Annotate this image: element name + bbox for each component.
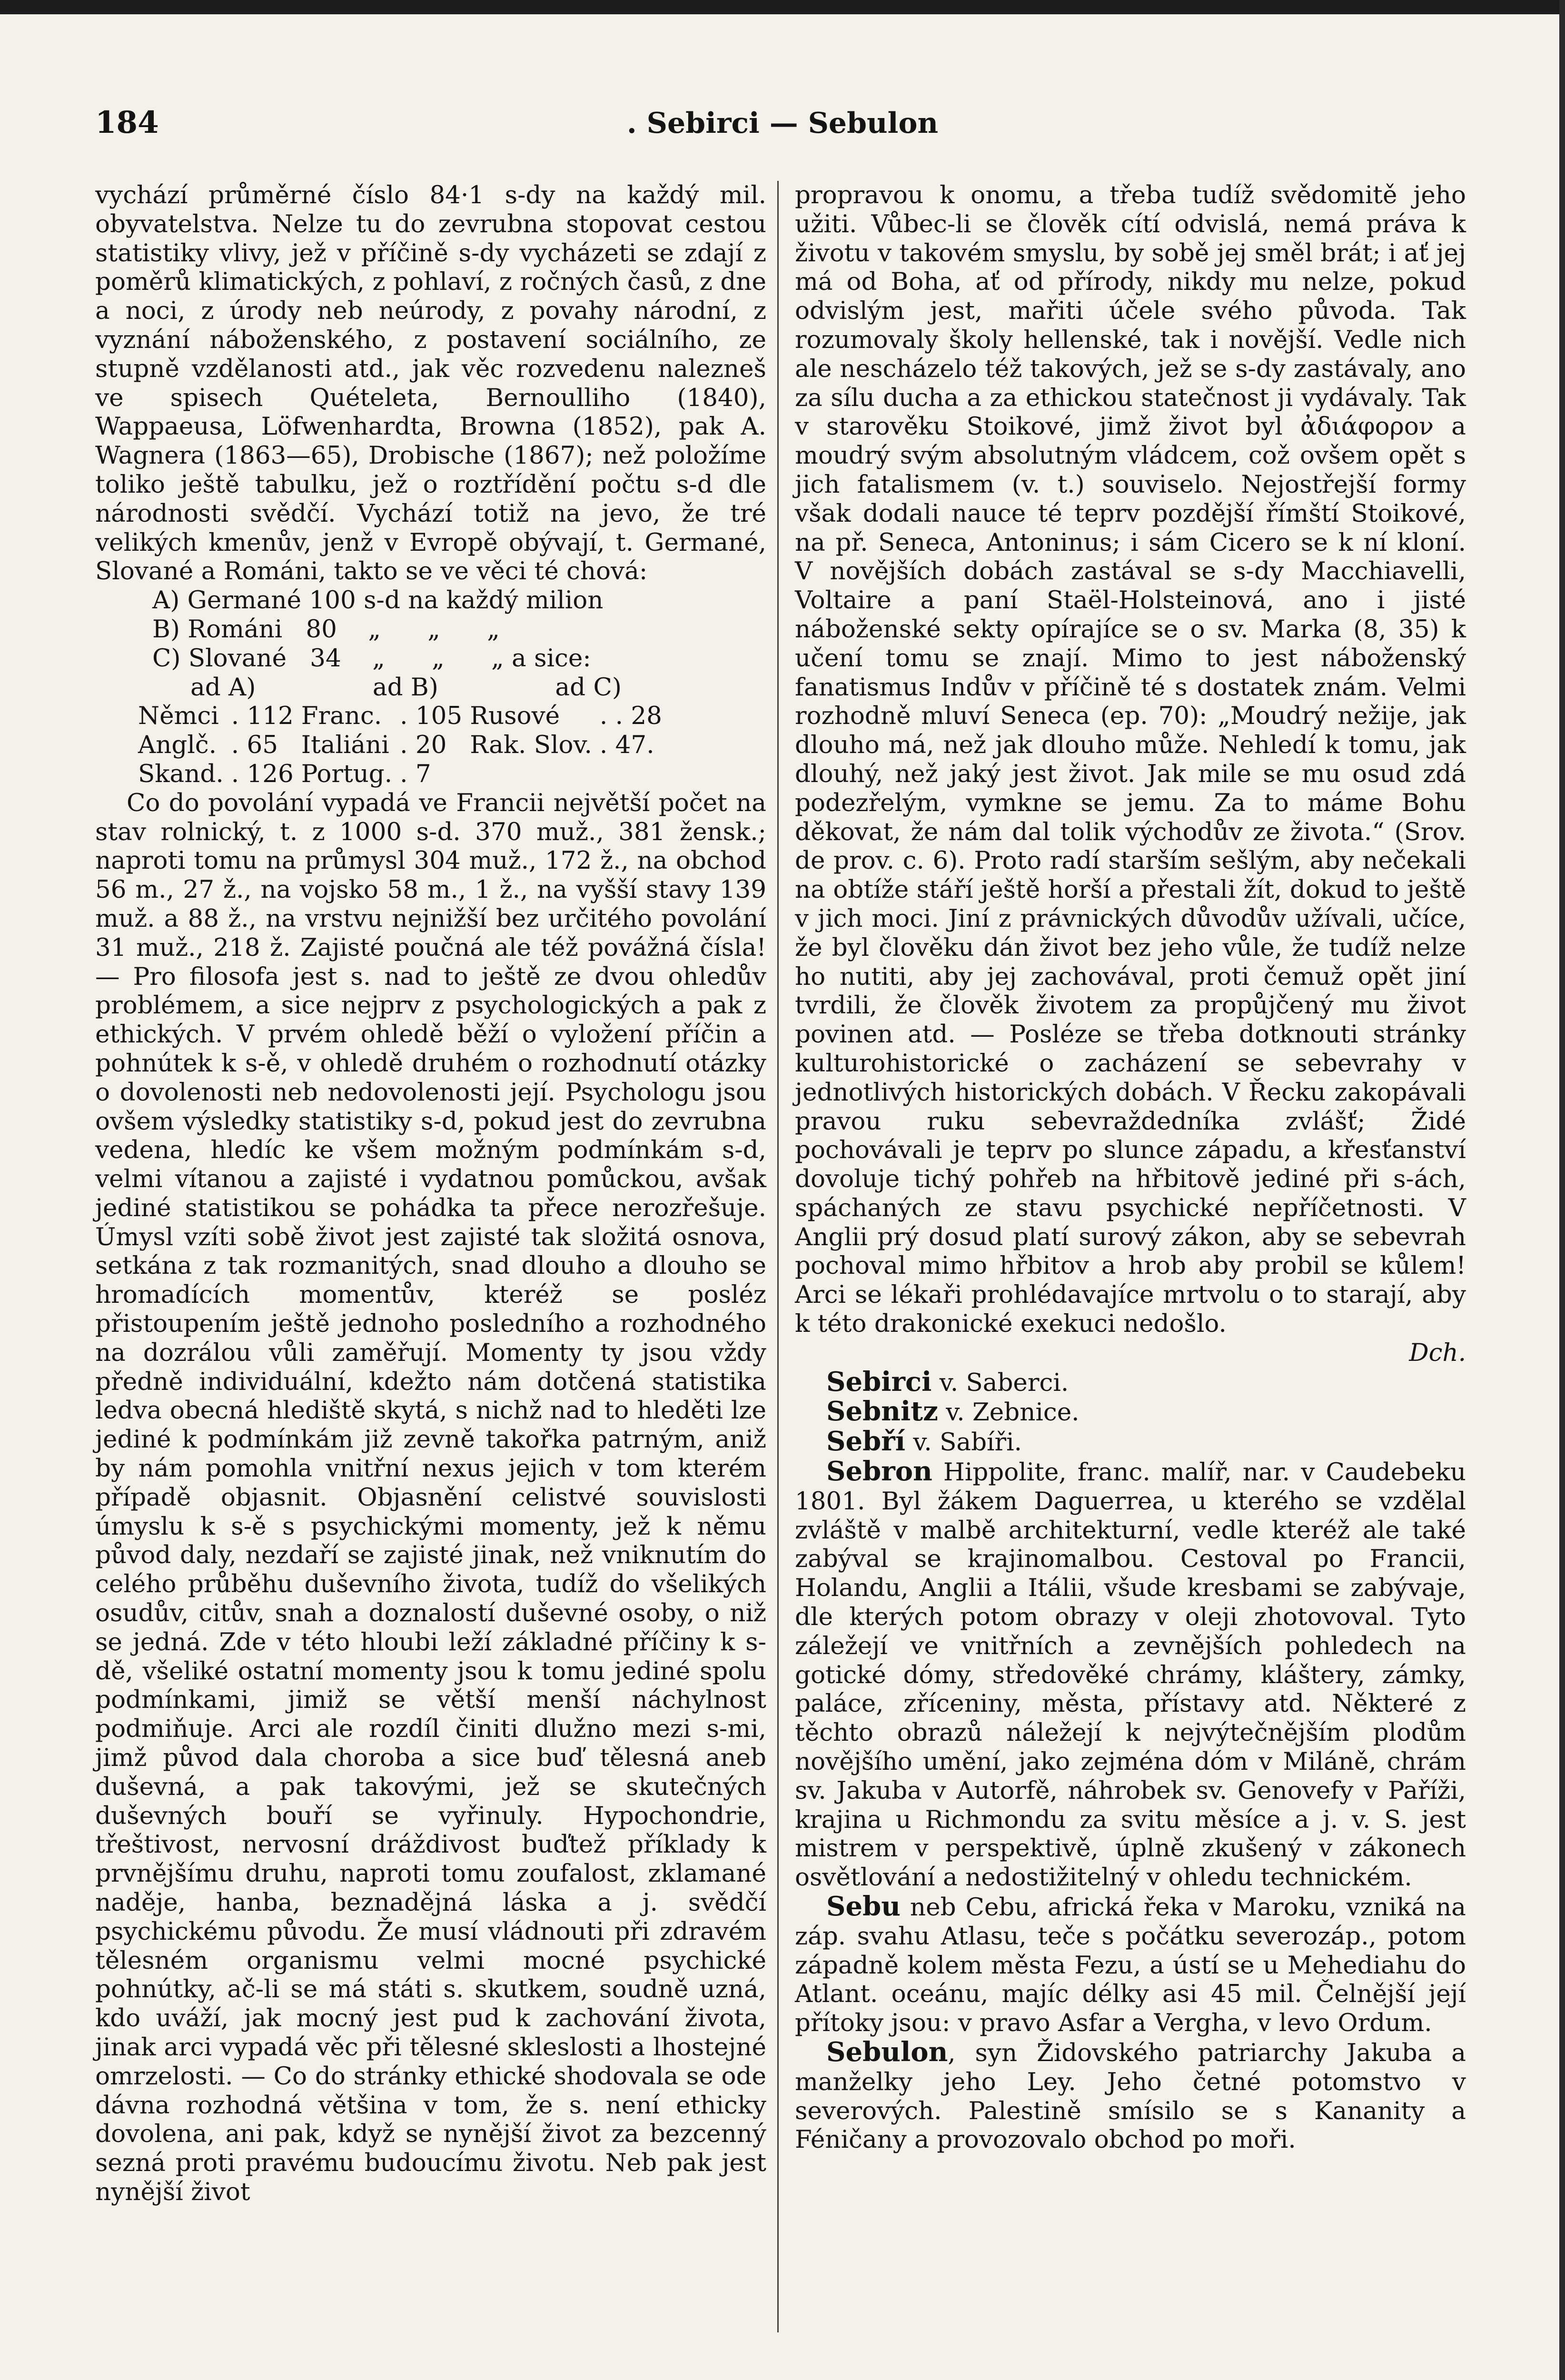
entry-text: v. Sabíři.	[905, 1428, 1022, 1457]
cell-c-name	[470, 760, 600, 789]
cell-c-value: . 47.	[599, 731, 654, 760]
author-signature: Dch.	[1409, 1338, 1466, 1367]
headword: Sebu	[826, 1891, 901, 1923]
entry-text: neb Cebu, africká řeka v Maroku, vzniká na záp. svahu Atlasu, teče s počátku severozáp., potom západně kolem města Fezu, a ústí se u Mehediahu do Atlant. oceánu, majíc délky asi 45 mil. Čelnější její přítoky jsou: v pravo Asfar a Vergha, v levo Ordum.	[795, 1893, 1466, 2038]
entry-text: v. Saberci.	[931, 1368, 1069, 1397]
cell-b-name: Franc.	[301, 702, 382, 731]
page-number: 184	[95, 105, 159, 140]
entry-text: Hippolite, franc. malíř, nar. v Caudebeku 1801. Byl žákem Daguerrea, u kterého se vzdělal zvláště v malbě architekturní, vedle kteréž ale také zabýval se krajinomalbou. Cestoval po Francii, Holandu, Anglii a Itálii, všude kresbami se zabývaje, dle kterých potom obrazy v oleji zhotovoval. Tyto záležejí ve vnitřních a zevnějších pohledech na gotické dómy, středověké chrámy, kláštery, zámky, paláce, zříceniny, města, přístavy atd. Některé z těchto obrazů náležejí k nejvýtečnějším plodům novějšího umění, jako zejména dóm v Miláně, chrám sv. Jakuba v Autorfě, náhrobek sv. Genovefy v Paříži, krajina u Richmondu za svitu měsíce a j. v. S. jest mistrem v perspektivě, úplně zkušený v zákonech osvětlování a nedostižitelný v ohledu technickém.	[795, 1458, 1466, 1892]
headword: Sebulon	[826, 2036, 948, 2068]
table-row	[138, 760, 670, 789]
scan-top-edge	[0, 0, 1565, 14]
entry-sebnitz	[795, 1397, 1466, 1427]
right-column	[795, 181, 1466, 2154]
comparison-germans: A) Germané 100 s-d na každý milion	[152, 586, 604, 615]
column-divider	[777, 181, 779, 2332]
paragraph-statistics: vychází průměrné číslo 84·1 s-dy na každý mil. obyvatelstva. Nelze tu do zevrubna stopovat cestou statistiky vlivy, jež v příčině s-dy vycházeti se zdají z poměrů klimatických, z pohlaví, z ročných časů, z dne a noci, z úrody neb neúrody, z povahy národní, z vyznání náboženského, z postavení sociálního, ze stupně vzdělanosti atd., jak věc rozvedenu nalezneš ve spisech Quételeta, Bernoulliho (1840), Wappaeusa, Löfwenhardta, Browna (1852), pak A. Wagnera (1863—65), Drobische (1867); než položíme toliko ještě tabulku, jež o roztřídění počtu s-d dle národnosti svědčí. Vychází totiž na jevo, že tré velikých kmenův, jenž v Evropě obývají, t. Germané, Slované a Románi, takto se ve věci té chová:	[95, 181, 766, 586]
nation-comparison	[95, 586, 766, 702]
left-column	[95, 181, 766, 2207]
comparison-romans: B) Románi 80 „ „ „	[152, 615, 500, 644]
cell-c-value: . . 28	[599, 702, 662, 731]
scan-right-edge	[1559, 0, 1565, 2380]
headword: Sebnitz	[826, 1396, 938, 1428]
entry-sebu	[795, 1892, 1466, 2038]
cell-a-value: . 126	[231, 759, 294, 788]
cell-b-value: . 105	[400, 702, 463, 731]
cell-b-value: . 7	[400, 759, 431, 788]
table-row	[138, 702, 670, 731]
page-header	[95, 105, 1470, 152]
entry-sebri	[795, 1427, 1466, 1457]
cell-b-name: Portug.	[301, 759, 393, 788]
cell-c-name: Rusové	[470, 702, 560, 731]
cell-a-name: Anglč.	[138, 731, 217, 760]
entry-text: , syn Židovského patriarchy Jakuba a manželky jeho Ley. Jeho četné potomstvo v severových. Palestině smísilo se s Kananity a Féničany a provozovalo obchod po moři.	[795, 2039, 1466, 2154]
headword: Sebron	[826, 1456, 932, 1488]
stats-table	[138, 702, 670, 788]
cell-a-value: . 65	[231, 731, 278, 760]
paragraph-occupation-ethics: Co do povolání vypadá ve Francii největší počet na stav rolnický, t. z 1000 s-d. 370 muž., 381 žensk.; naproti tomu na průmysl 304 muž., 172 ž., na obchod 56 m., 27 ž., na vojsko 58 m., 1 ž., na vyšší stavy 139 muž. a 88 ž., na vrstvu nejnižší bez určitého povolání 31 muž., 218 ž. Zajisté poučná ale též povážná čísla! — Pro filosofa jest s. nad to ještě ze dvou ohledův problémem, a sice nejprv z psychologických a pak z ethických. V prvém ohledě běží o vyložení příčin a pohnútek k s-ě, v ohledě druhém o rozhodnutí otázky o dovolenosti neb nedovolenosti její. Psychologu jsou ovšem výsledky statistiky s-d, pokud jest do zevrubna vedena, hledíc ke všem možným podmínkám s-d, velmi vítanou a zajisté i vydatnou pomůckou, avšak jediné statistikou se pohádka ta přece nerozřešuje. Úmysl vzíti sobě život jest zajisté tak složitá osnova, setkána z tak rozmanitých, snad dlouho a dlouho se hromadících momentův, kteréž se posléz přistoupením ještě jednoho posledního a rozhodného na dozrálou vůli zaměřují. Momenty ty jsou vždy předně individuální, kdežto nám dotčená statistika ledva obecná hlediště skytá, s nichž nad to hleděti lze jediné k podmínkám již zevně takořka patrným, aniž by nám pomohla vnitřní nexus jejich v tom kterém případě objasnit. Objasnění celistvé souvislosti úmyslu k s-ě s psychickými momenty, jež k němu původ daly, nezdaří se zajisté jinak, než vniknutím do celého průběhu duševního života, tudíž do všelikých osudův, citův, snah a doznalostí duševné osoby, o niž se jedná. Zde v této hloubi leží základné příčiny k s-dě, všeliké ostatní momenty jsou k tomu jediné spolu podmínkami, jimiž se větší menší náchylnost podmiňuje. Arci ale rozdíl činiti dlužno mezi s-mi, jimž původ dala choroba a sice buď tělesná aneb duševná, a pak takovými, jež se skutečných duševných bouří se vyřinuly. Hypochondrie, třeštivost, nervosní dráždivost buďtež příklady k prvnějšímu druhu, naproti tomu zoufalost, zklamané naděje, hanba, beznadějná láska a j. svědčí psychickému původu. Že musí vládnouti při zdravém tělesném organismu velmi mocné psychické pohnútky, ač-li se má státi s. skutkem, soudně uzná, kdo uváží, jak mocný jest pud k zachování života, jinak arci vypadá věc při tělesné skleslosti a lhostejné omrzelosti. — Co do stránky ethické shodovala se ode dávna rozhodná většina v tom, že s. není ethicky dovolena, ani pak, když se nynější život za bezcenný sezná proti pravému budoucímu životu. Neb pak jest nynější život	[95, 788, 766, 2206]
cell-c-value	[600, 760, 670, 789]
running-title: . Sebirci — Sebulon	[626, 107, 939, 140]
table-row	[138, 731, 670, 760]
entry-sebirci	[795, 1368, 1466, 1398]
entry-sebulon	[795, 2038, 1466, 2154]
headword: Sebří	[826, 1426, 906, 1458]
cell-b-value: . 20	[400, 731, 447, 760]
comparison-slavs: C) Slované 34 „ „ „ a sice:	[152, 644, 591, 673]
comparison-headings: ad A) ad B) ad C)	[190, 673, 622, 702]
cell-c-name: Rak. Slov.	[470, 731, 592, 760]
cell-a-name: Němci	[138, 702, 219, 731]
headword: Sebirci	[826, 1366, 932, 1398]
entry-sebron	[795, 1457, 1466, 1892]
paragraph-continuation: propravou k onomu, a třeba tudíž svědomitě jeho užiti. Vůbec-li se člověk cítí odvislá, nemá práva k životu v takovém smyslu, by sobě jej směl brát; i ať jej má od Boha, ať od přírody, nikdy mu nelze, pokud odvislým jest, mařiti účele svého původa. Tak rozumovaly školy hellenské, tak i novější. Vedle nich ale nescházelo též takových, jež se s-dy zastávaly, ano za sílu ducha a za ethickou statečnost ji vydávaly. Tak v starověku Stoikové, jimž život byl ἀδιάφορον a moudrý svým absolutným vládcem, což ovšem opět s jich fatalismem (v. t.) souviselo. Nejostřejší formy však dodali nauce té teprv pozdější římští Stoikové, na př. Seneca, Antoninus; i sám Cicero se k ní kloní. V novějších dobách zastával se s-dy Macchiavelli, Voltaire a paní Staël-Holsteinová, ano i jisté náboženské sekty opírajíce se o sv. Marka (8, 35) k učení tomu se znají. Mimo to jest náboženský fanatismus Indův v příčině té s dostatek znám. Velmi rozhodně mluví Seneca (ep. 70): „Moudrý nežije, jak dlouho má, než jak dlouho může. Nehledí k tomu, jak dlouhý, než jaký jest život. Jak mile se mu osud zdá podezřelým, vymkne se jemu. Za to máme Bohu děkovat, že nám dal tolik východův ze života.“ (Srov. de prov. c. 6). Proto radí starším sešlým, aby nečekali na obtíže stáří ještě horší a přestali žít, dokud to ještě v jich moci. Jiní z právnických důvodův užívali, učíce, že byl člověku dán život bez jeho vůle, že tudíž nelze ho nutiti, aby jej zachovával, proti čemuž opět jiní tvrdili, že člověk životem za propůjčený mu život povinen atd. — Posléze se třeba dotknouti stránky kulturohistorické o zacházení se sebevrahy v jednotlivých historických dobách. V Řecku zakopávali pravou ruku sebevraždedníka zvlášť; Židé pochovávali je teprv po slunce západu, a křesťanství dovoluje tichý pohřeb na hřbitově jediné při s-ách, spáchaných ze stavu psychické nepříčetnosti. V Anglii prý dosud platí surový zákon, aby se sebevrah pochoval mimo hřbitov a hrob aby probil se kůlem! Arci se lékaři prohlédavajíce mrtvolu o to starají, aby k této drakonické exekuci nedošlo.	[795, 181, 1466, 1339]
entry-text: v. Zebnice.	[938, 1398, 1080, 1427]
cell-a-name: Skand.	[138, 759, 224, 788]
cell-b-name: Italiáni	[301, 731, 389, 760]
cell-a-value: . 112	[231, 702, 294, 731]
